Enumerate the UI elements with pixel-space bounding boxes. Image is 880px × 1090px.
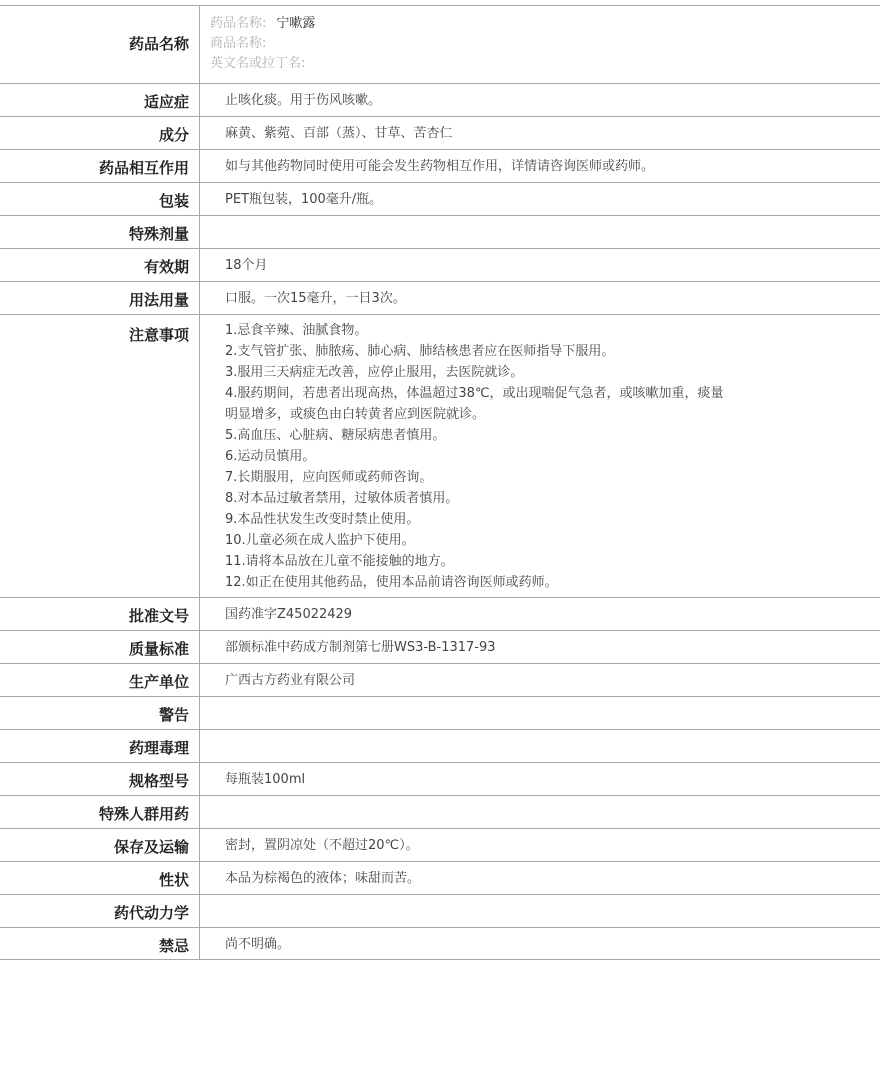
row-contraindication [0,927,880,960]
row-special-groups [0,795,880,828]
trade-name-line [210,34,880,54]
label-notes: 注意事项 [0,315,200,597]
note-line: 5.高血压、心脏病、糖尿病患者慎用。 [225,428,446,443]
row-toxicology [0,729,880,762]
value-notes [200,315,880,597]
row-drug-name [0,5,880,83]
label-ingredients: 成分 [0,117,200,149]
label-package: 包装 [0,183,200,215]
english-name-key: 英文名或拉丁名: [210,56,306,71]
label-approval: 批准文号 [0,598,200,630]
value-storage: 密封，置阴凉处（不超过20℃）。 [225,838,419,853]
row-ingredients [0,116,880,149]
note-line: 3.服用三天病症无改善，应停止服用，去医院就诊。 [225,365,524,380]
note-line: 2.支气管扩张、肺脓疡、肺心病、肺结核患者应在医师指导下服用。 [225,344,615,359]
label-standard: 质量标准 [0,631,200,663]
label-special-groups: 特殊人群用药 [0,796,200,828]
english-name-line [210,54,880,74]
value-standard: 部颁标准中药成方制剂第七册WS3-B-1317-93 [225,640,496,655]
value-spec: 每瓶装100ml [225,772,306,787]
row-notes [0,314,880,597]
note-line: 7.长期服用，应向医师或药师咨询。 [225,470,433,485]
trade-name-key: 商品名称: [210,36,267,51]
row-appearance [0,861,880,894]
label-interaction: 药品相互作用 [0,150,200,182]
value-special-dose [200,216,880,248]
label-manufacturer: 生产单位 [0,664,200,696]
value-drug-name [200,6,880,83]
row-validity [0,248,880,281]
generic-name-value: 宁嗽露 [276,16,316,31]
label-storage: 保存及运输 [0,829,200,861]
label-spec: 规格型号 [0,763,200,795]
label-appearance: 性状 [0,862,200,894]
label-pharmacokinetics: 药代动力学 [0,895,200,927]
row-storage [0,828,880,861]
note-line: 明显增多，或痰色由白转黄者应到医院就诊。 [225,407,486,422]
note-line: 8.对本品过敏者禁用，过敏体质者慎用。 [225,491,459,506]
note-line: 10.儿童必须在成人监护下使用。 [225,533,415,548]
label-indication: 适应症 [0,84,200,116]
value-package: PET瓶包装，100毫升/瓶。 [225,192,383,207]
value-manufacturer: 广西古方药业有限公司 [225,673,356,688]
label-usage: 用法用量 [0,282,200,314]
row-usage [0,281,880,314]
label-toxicology: 药理毒理 [0,730,200,762]
label-special-dose: 特殊剂量 [0,216,200,248]
label-contraindication: 禁忌 [0,928,200,959]
row-spec [0,762,880,795]
label-drug-name: 药品名称 [0,6,200,83]
value-contraindication: 尚不明确。 [225,937,291,952]
note-line: 11.请将本品放在儿童不能接触的地方。 [225,554,454,569]
value-toxicology [200,730,880,762]
note-line: 6.运动员慎用。 [225,449,316,464]
value-warning [200,697,880,729]
note-line: 9.本品性状发生改变时禁止使用。 [225,512,420,527]
row-manufacturer [0,663,880,696]
value-pharmacokinetics [200,895,880,927]
note-line: 12.如正在使用其他药品，使用本品前请咨询医师或药师。 [225,575,558,590]
value-validity: 18个月 [225,258,268,273]
value-interaction: 如与其他药物同时使用可能会发生药物相互作用，详情请咨询医师或药师。 [225,159,655,174]
row-standard [0,630,880,663]
label-validity: 有效期 [0,249,200,281]
value-special-groups [200,796,880,828]
row-interaction [0,149,880,182]
note-line: 1.忌食辛辣、油腻食物。 [225,323,368,338]
row-pharmacokinetics [0,894,880,927]
generic-name-key: 药品名称: [210,16,267,31]
row-approval [0,597,880,630]
label-warning: 警告 [0,697,200,729]
row-indication [0,83,880,116]
value-appearance: 本品为棕褐色的液体；味甜而苦。 [225,871,421,886]
generic-name-line [210,14,880,34]
note-line: 4.服药期间，若患者出现高热，体温超过38℃，或出现喘促气急者，或咳嗽加重，痰量 [225,386,724,401]
row-special-dose [0,215,880,248]
row-package [0,182,880,215]
drug-info-table [0,5,880,960]
value-approval: 国药准字Z45022429 [225,607,353,622]
value-indication: 止咳化痰。用于伤风咳嗽。 [225,93,382,108]
value-ingredients: 麻黄、紫菀、百部（蒸）、甘草、苦杏仁 [225,126,453,141]
value-usage: 口服。一次15毫升，一日3次。 [225,291,406,306]
row-warning [0,696,880,729]
